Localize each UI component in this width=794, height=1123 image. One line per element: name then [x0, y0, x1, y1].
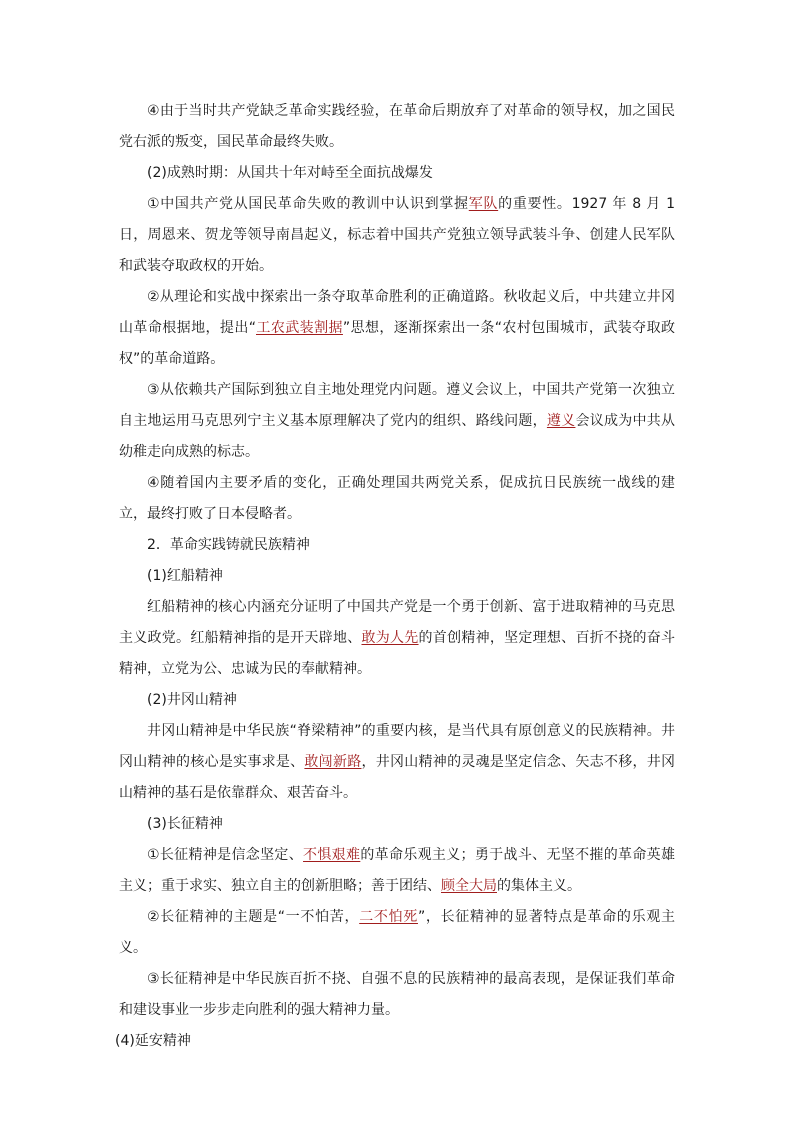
- text-run: ③长征精神是中华民族百折不挠、自强不息的民族精神的最高表现，是保证我们革命和建设事业一步步走向胜利的强大精神力量。: [119, 971, 675, 1018]
- text-run: 会议成为中共从幼稚走向成熟的标志。: [119, 413, 676, 460]
- paragraph-point-4-failure: [119, 96, 675, 158]
- text-run: 2．革命实践铸就民族精神: [147, 537, 310, 553]
- text-run: (1)红船精神: [147, 568, 223, 584]
- text-run: ①长征精神是信念坚定、: [147, 847, 304, 863]
- text-run: ①中国共产党从国民革命失败的教训中认识到掌握: [147, 196, 469, 212]
- text-run: ②从理论和实战中探索出一条夺取革命胜利的正确道路。秋收起义后，中共建立井冈山革命根据地，提出“: [119, 289, 675, 336]
- paragraph-united-front: [119, 468, 675, 530]
- paragraph-correct-road: [119, 282, 675, 375]
- text-run: ③从依赖共产国际到独立自主地处理党内问题。遵义会议上，中国共产党第一次独立自主地运用马克思列宁主义基本原理解决了党内的组织、路线问题，: [119, 382, 675, 429]
- text-run: (2)成熟时期：从国共十年对峙至全面抗战爆发: [147, 165, 433, 181]
- keyword-highlight: 遵义: [546, 413, 576, 429]
- document-body: [115, 96, 676, 1057]
- heading-long-march-spirit: [119, 809, 675, 840]
- paragraph-long-march-2: [119, 902, 675, 964]
- heading-national-spirit: [119, 530, 675, 561]
- paragraph-zunyi-meeting: [119, 375, 675, 468]
- text-run: ”思想，逐渐探索出一条“农村包围城市，武装夺取政权”的革命道路。: [119, 320, 675, 367]
- keyword-highlight: 敢闯新路: [304, 754, 362, 770]
- keyword-highlight: 敢为人先: [361, 630, 419, 646]
- paragraph-jinggangshan-spirit: [119, 716, 675, 809]
- text-run: ④由于当时共产党缺乏革命实践经验，在革命后期放弃了对革命的领导权，加之国民党右派的叛变，国民革命最终失败。: [119, 103, 675, 150]
- keyword-highlight: 二不怕死: [359, 909, 418, 925]
- paragraph-red-boat-spirit: [119, 592, 675, 685]
- text-run: 的首创精神，坚定理想、百折不挠的奋斗精神，立党为公、忠诚为民的奉献精神。: [119, 630, 676, 677]
- heading-red-boat-spirit: [119, 561, 675, 592]
- heading-yanan-spirit: [115, 1026, 675, 1057]
- heading-maturity-period: [119, 158, 675, 189]
- paragraph-long-march-1: [119, 840, 675, 902]
- keyword-highlight: 军队: [468, 196, 499, 212]
- text-run: ④随着国内主要矛盾的变化，正确处理国共两党关系，促成抗日民族统一战线的建立，最终打败了日本侵略者。: [119, 475, 675, 522]
- text-run: 红船精神的核心内涵充分证明了中国共产党是一个勇于创新、富于进取精神的马克思主义政党。红船精神指的是开天辟地、: [119, 599, 675, 646]
- paragraph-army-importance: [119, 189, 675, 282]
- keyword-highlight: 顾全大局: [441, 878, 497, 894]
- text-run: 的重要性。1927 年 8 月 1 日，周恩来、贺龙等领导南昌起义，标志着中国共产党独立领导武装斗争、创建人民军队和武装夺取政权的开始。: [119, 196, 676, 274]
- keyword-highlight: 工农武装割据: [256, 320, 343, 336]
- heading-jinggangshan-spirit: [119, 685, 675, 716]
- keyword-highlight: 不惧艰难: [303, 847, 361, 863]
- text-run: (3)长征精神: [147, 816, 223, 832]
- text-run: (2)井冈山精神: [147, 692, 237, 708]
- text-run: 的革命乐观主义；勇于战斗、无坚不摧的革命英雄主义；重于求实、独立自主的创新胆略；善于团结、: [119, 847, 675, 894]
- text-run: ，井冈山精神的灵魂是坚定信念、矢志不移，井冈山精神的基石是依靠群众、艰苦奋斗。: [119, 754, 676, 801]
- paragraph-long-march-3: [119, 964, 675, 1026]
- text-run: 井冈山精神是中华民族“脊梁精神”的重要内核，是当代具有原创意义的民族精神。井冈山精神的核心是实事求是、: [119, 723, 675, 770]
- text-run: 的集体主义。: [497, 878, 581, 894]
- text-run: ②长征精神的主题是“一不怕苦，: [147, 909, 360, 925]
- text-run: ”，长征精神的显著特点是革命的乐观主义。: [119, 909, 675, 956]
- text-run: (4)延安精神: [115, 1033, 191, 1049]
